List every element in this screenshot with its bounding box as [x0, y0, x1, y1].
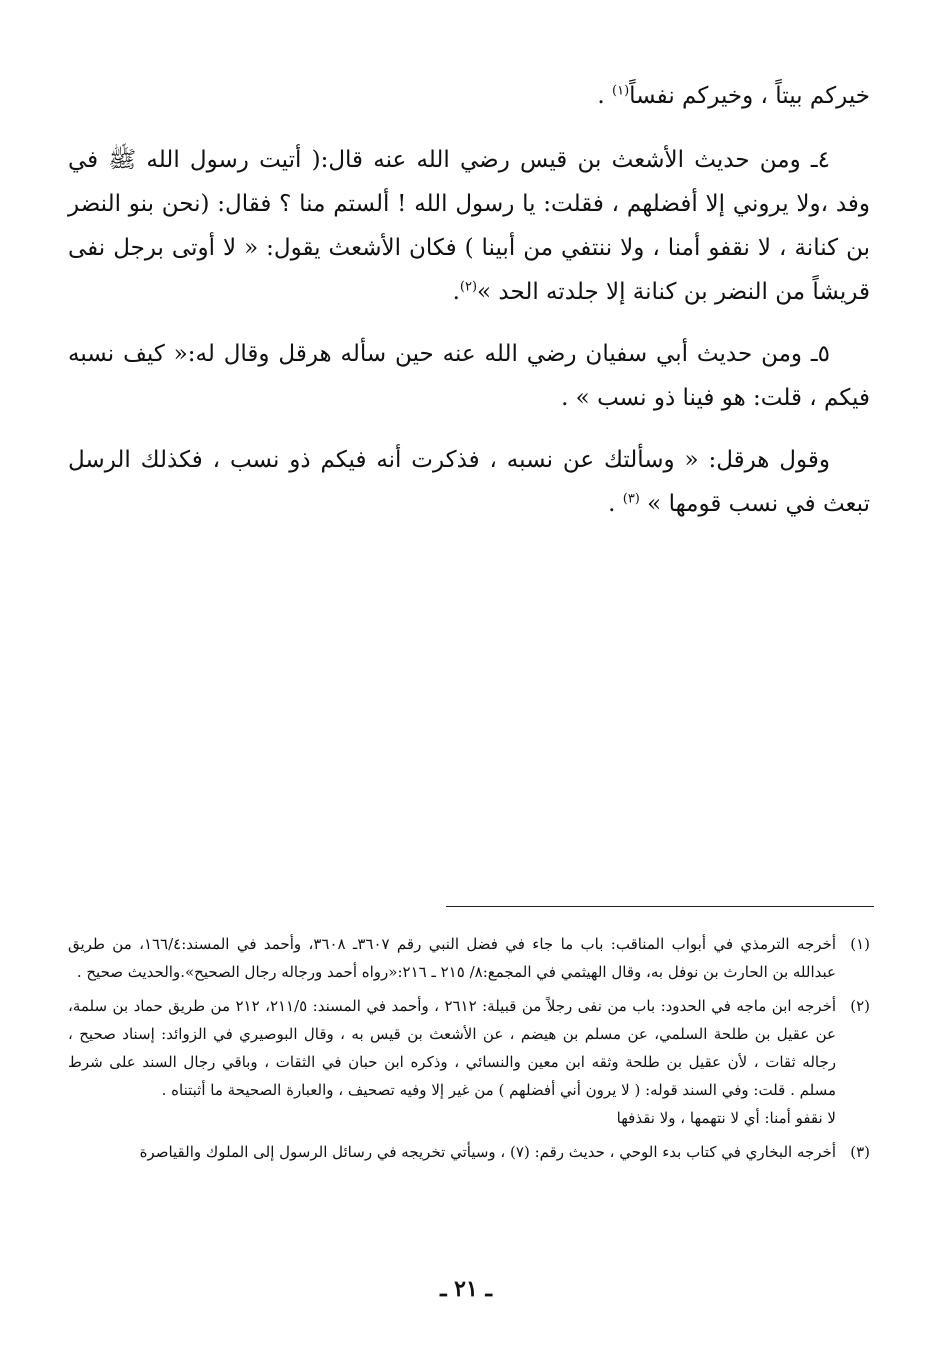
footnote-ref-3: (٣) — [622, 491, 640, 507]
footnote-divider — [446, 906, 874, 907]
footnote-ref-1: (١) — [612, 83, 630, 99]
footnote-1 — [68, 930, 870, 986]
footnote-number: (٢) — [850, 997, 870, 1015]
main-text — [68, 74, 870, 544]
paragraph-4 — [68, 438, 870, 526]
footnote-2 — [68, 992, 870, 1132]
paragraph-2-end: . — [452, 279, 460, 305]
footnotes — [68, 930, 870, 1172]
footnote-gloss: لا نقفو أمنا: أي لا نتهمها ، ولا نقذفها — [616, 1109, 836, 1127]
footnote-text: أخرجه ابن ماجه في الحدود: باب من نفى رجلاً من قبيلة: ٢٦١٢ ، وأحمد في المسند: ٢١١/٥، ٢١٢ من طريق حماد بن سلمة، عن عقيل بن طلحة السلمي، عن مسلم بن هيضم ، عن الأشعث بن قيس به ، وقال البوصيري في الزوائد: إسناد صحيح ، رجاله ثقات ، لأن عقيل بن طلحة وثقه ابن معين والنسائي ، وذكره ابن حبان في الثقات ، وباقي رجال السند على شرط مسلم . قلت: وفي السند قوله: ( لا يرون أني أفضلهم ) من غير إلا وفيه تصحيف ، والعبارة الصحيحة ما أثبتناه . — [68, 997, 837, 1099]
footnote-body — [68, 992, 836, 1132]
paragraph-1-end: . — [597, 83, 613, 109]
paragraph-3-text: ٥ـ ومن حديث أبي سفيان رضي الله عنه حين سأله هرقل وقال له:« كيف نسبه فيكم ، قلت: هو فينا ذو نسب » . — [68, 341, 870, 411]
footnote-3 — [68, 1138, 870, 1166]
footnote-text: أخرجه الترمذي في أبواب المناقب: باب ما جاء في فضل النبي رقم ٣٦٠٧ـ ٣٦٠٨، وأحمد في المسند:١٦٦/٤، من طريق عبدالله بن الحارث بن نوفل به، وقال الهيثمي في المجمع:٨/ ٢١٥ ـ ٢١٦:«رواه أحمد ورجاله رجال الصحيح».والحديث صحيح . — [68, 935, 836, 981]
page-number: ـ ٢١ ـ — [440, 1276, 492, 1302]
paragraph-1-text: خيركم بيتاً ، وخيركم نفساً — [629, 83, 870, 109]
footnote-number: (١) — [850, 935, 870, 953]
footnote-text: أخرجه البخاري في كتاب بدء الوحي ، حديث رقم: (٧) ، وسيأتي تخريجه في رسائل الرسول إلى الملوك والقياصرة — [139, 1143, 836, 1161]
paragraph-1 — [68, 74, 870, 118]
paragraph-2-text: ٤ـ ومن حديث الأشعث بن قيس رضي الله عنه قال:( أتيت رسول الله ﷺ في وفد ،ولا يروني إلا أفضلهم ، فقلت: يا رسول الله ! ألستم منا ؟ فقال: (نحن بنو النضر بن كنانة ، لا نقفو أمنا ، ولا ننتفي من أبينا ) فكان الأشعث يقول: « لا أوتى برجل نفى قريشاً من النضر بن كنانة إلا جلدته الحد » — [68, 147, 870, 305]
paragraph-2 — [68, 138, 870, 314]
paragraph-4-text: وقول هرقل: « وسألتك عن نسبه ، فذكرت أنه فيكم ذو نسب ، فكذلك الرسل تبعث في نسب قومها » — [68, 447, 870, 517]
paragraph-4-end: . — [608, 491, 623, 517]
footnote-ref-2: (٢) — [459, 279, 478, 295]
footnote-number: (٣) — [850, 1143, 870, 1161]
paragraph-3 — [68, 332, 870, 420]
